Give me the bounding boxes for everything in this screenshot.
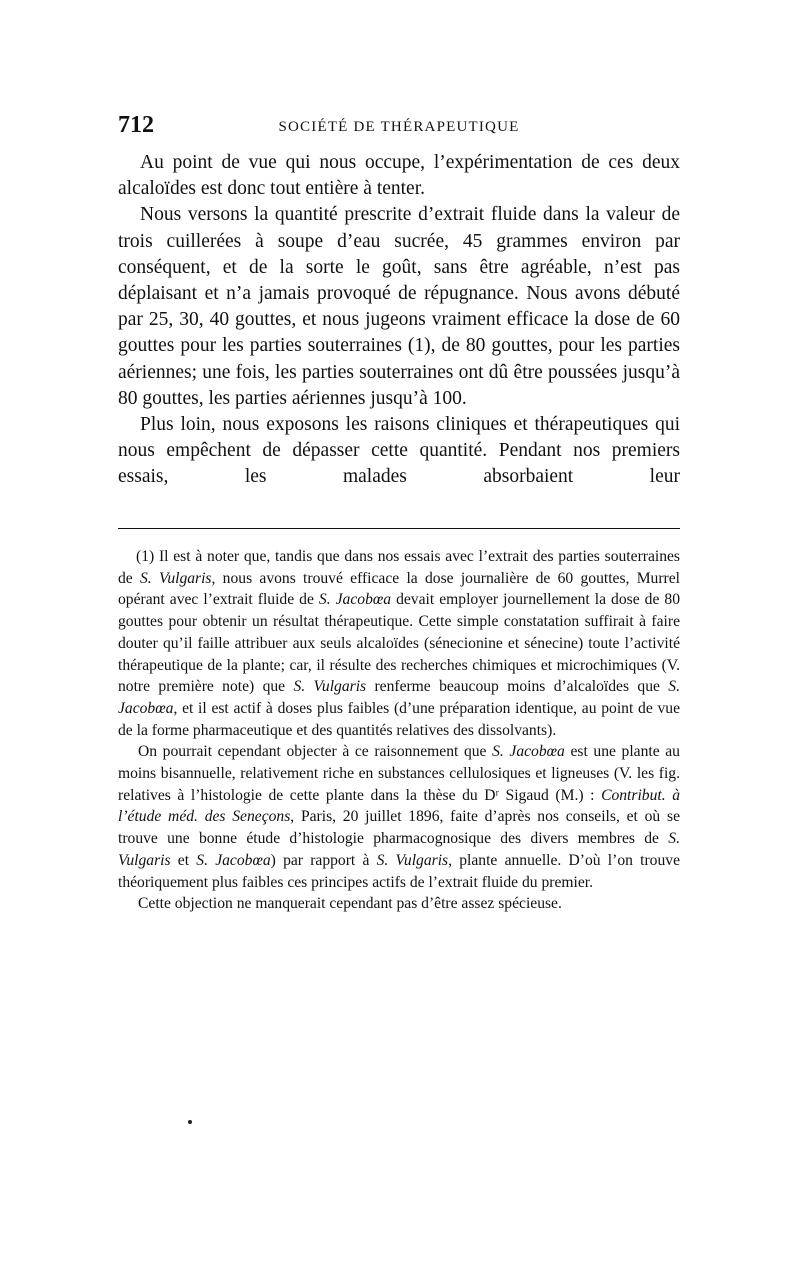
footnote-paragraph: (1) Il est à noter que, tandis que dans nos essais avec l’extrait des parties souterraines de S. Vulgaris, nous avons trouvé efficace la dose journalière de 60 gouttes, Murrel opérant avec l’extrait fluide de S. Jacobœa devait employer journellement la dose de 80 gouttes pour obtenir un résultat thérapeutique. Cette simple constatation suffirait à faire douter qu’il faille attribuer aux seuls alcaloïdes (sénecionine et sénecine) toute l’activité thérapeutique de la plante; car, il résulte des recherches chimiques et microchimiques (V. notre première note) que S. Vulgaris renferme beaucoup moins d’alcaloïdes que S. Jacobœa, et il est actif à doses plus faibles (d’une préparation identique, au point de vue de la forme pharmaceutique et des quantités relatives des dissolvants). — [118, 548, 680, 739]
page-number: 712 — [118, 112, 154, 138]
main-text — [118, 150, 680, 491]
footnote-divider — [118, 528, 680, 529]
footnote-paragraph: Cette objection ne manquerait cependant pas d’être assez spécieuse. — [138, 895, 562, 913]
ink-speck — [188, 1120, 192, 1124]
paragraph: Nous versons la quantité prescrite d’extrait fluide dans la valeur de trois cuillerées à soupe d’eau sucrée, 45 grammes environ par conséquent, et de la sorte le goût, sans être agréable, n’est pas déplaisant et n’a jamais provoqué de répugnance. Nous avons débuté par 25, 30, 40 gouttes, et nous jugeons vraiment efficace la dose de 60 gouttes pour les parties souterraines (1), de 80 gouttes, pour les parties aériennes; une fois, les parties souterraines ont dû être poussées jusqu’à 80 gouttes, les parties aériennes jusqu’à 100. — [118, 204, 680, 409]
page-header — [118, 112, 680, 142]
running-title: SOCIÉTÉ DE THÉRAPEUTIQUE — [278, 119, 520, 135]
paragraph: Au point de vue qui nous occupe, l’expérimentation de ces deux alcaloïdes est donc tout entière à tenter. — [118, 152, 680, 200]
footnote-paragraph: On pourrait cependant objecter à ce raisonnement que S. Jacobœa est une plante au moins bisannuelle, relativement riche en substances cellulosiques et ligneuses (V. les fig. relatives à l’histologie de cette plante dans la thèse du Dʳ Sigaud (M.) : Contribut. à l’étude méd. des Seneçons, Paris, 20 juillet 1896, faite d’après nos conseils, et où se trouve une bonne étude d’histologie pharmacognosique des divers membres de S. Vulgaris et S. Jacobœa) par rapport à S. Vulgaris, plante annuelle. D’où l’on trouve théoriquement plus faibles ces principes actifs de l’extrait fluide du premier. — [118, 743, 680, 891]
footnotes — [118, 546, 680, 915]
paragraph: Plus loin, nous exposons les raisons cliniques et thérapeutiques qui nous empêchent de dépasser cette quantité. Pendant nos premiers essais, les malades absorbaient leur — [118, 414, 680, 488]
